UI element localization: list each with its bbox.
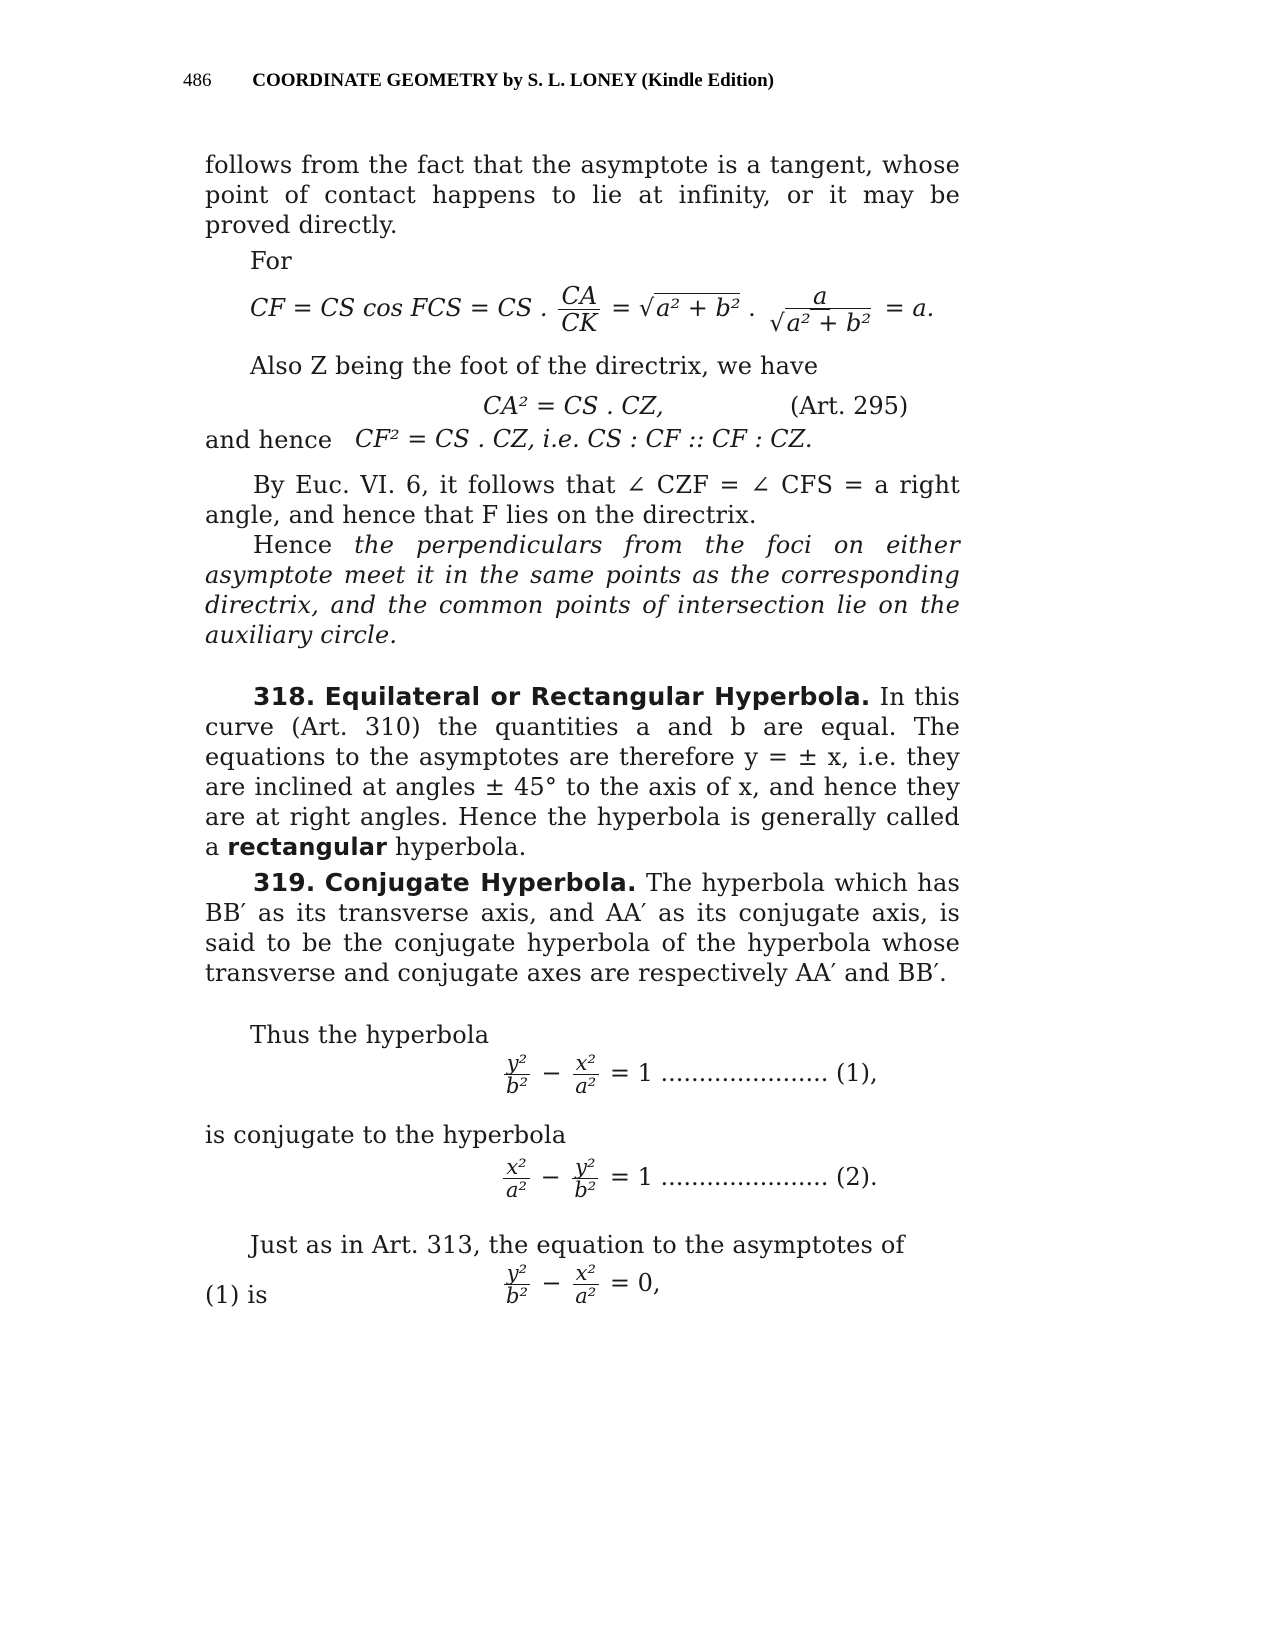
for-word: For [250, 247, 292, 275]
eq1-frac1-numerator: CA [558, 283, 600, 310]
just-as-art-313: Just as in Art. 313, the equation to the asymptotes of [250, 1231, 905, 1259]
section-318-title: Equilateral or Rectangular Hyperbola. [324, 682, 871, 711]
eq5-fraction-y2-b2: $\frac{\text{y²}}{\text{b²}}$ [503, 1262, 531, 1307]
eq1-lhs: CF = CS cos FCS = CS . [250, 294, 548, 322]
section-319-title: Conjugate Hyperbola. [324, 868, 637, 897]
and-hence-lead: and hence [205, 426, 333, 454]
eq4-fraction-y2-b2: $\frac{\text{y²}}{\text{b²}}$ [571, 1156, 599, 1201]
equation-cf-squared: CF² = CS . CZ, i.e. CS : CF :: CF : CZ. [355, 425, 813, 453]
eq4-rest: = 1 ...................... (2). [609, 1163, 878, 1191]
thus-the-hyperbola: Thus the hyperbola [250, 1021, 490, 1049]
equation-2: $\frac{\text{x²}}{\text{a²}}$ − $\frac{\text{y²}}{\text{b²}}$ = 1 ...................... (2). [500, 1156, 878, 1201]
rectangular-bold: rectangular [227, 833, 388, 861]
eq1-frac2-numerator: a [810, 283, 830, 310]
eq1-frac1-denominator: CK [561, 309, 598, 337]
section-318-text: In this curve (Art. 310) the quantities a and b are equal. The equations to the asymptotes are therefore y = ± x, i.e. they are inclined at angles ± 45° to the axis of x, and hence they are at right angles. Hence the hyperbola is generally called a [205, 683, 960, 861]
section-318-number: 318. [253, 682, 316, 711]
paragraph-euclid: By Euc. VI. 6, it follows that ∠ CZF = ∠ CFS = a right angle, and hence that F lies on the directrix. [205, 471, 960, 529]
equation-asymptotes: $\frac{\text{y²}}{\text{b²}}$ − $\frac{\text{x²}}{\text{a²}}$ = 0, [500, 1262, 661, 1307]
perpendiculars-theorem: the perpendiculars from the foci on either asymptote meet it in the same points as the corresponding directrix, and the common points of intersection lie on the auxiliary circle. [205, 531, 960, 649]
equation-ca-squared: CA² = CS . CZ, [483, 392, 664, 420]
section-318 [205, 682, 960, 862]
eq5-rest: = 0, [609, 1269, 661, 1297]
is-conjugate-to: is conjugate to the hyperbola [205, 1121, 567, 1149]
hence-lead: Hence [253, 531, 333, 559]
eq3-rest: = 1 ...................... (1), [609, 1059, 878, 1087]
book-title: COORDINATE GEOMETRY [252, 70, 499, 91]
eq1-dot: . [748, 294, 756, 322]
paragraph-also-z: Also Z being the foot of the directrix, we have [250, 352, 819, 380]
eq1-fraction-ca-ck [558, 283, 600, 336]
book-byline: by S. L. LONEY (Kindle Edition) [502, 70, 774, 91]
page-number: 486 [183, 70, 212, 91]
eq3-fraction-y2-b2: $\frac{\text{y²}}{\text{b²}}$ [503, 1052, 531, 1097]
eq1-equals-root: = √ [611, 294, 655, 322]
paragraph-asymptote-tangent: follows from the fact that the asymptote is a tangent, whose point of contact happens to lie at infinity, or it may be proved directly. [205, 151, 960, 239]
section-318-text-end: hyperbola. [395, 833, 527, 861]
equation-cf [250, 283, 934, 336]
eq4-fraction-x2-a2: $\frac{\text{x²}}{\text{a²}}$ [503, 1156, 530, 1201]
paragraph-perpendiculars [205, 530, 960, 650]
eq1-fraction-a-root [766, 283, 874, 336]
eq3-fraction-x2-a2: $\frac{\text{x²}}{\text{a²}}$ [572, 1052, 599, 1097]
section-319-number: 319. [253, 868, 316, 897]
art-295-reference: (Art. 295) [790, 392, 909, 420]
equation-1: $\frac{\text{y²}}{\text{b²}}$ − $\frac{\text{x²}}{\text{a²}}$ = 1 ...................... (1), [500, 1052, 878, 1097]
eq1-rhs: = a. [884, 294, 935, 322]
eq1-radicand: a² + b² [656, 294, 741, 322]
eq5-fraction-x2-a2: $\frac{\text{x²}}{\text{a²}}$ [572, 1262, 599, 1307]
section-319 [205, 868, 960, 988]
one-is: (1) is [205, 1281, 268, 1309]
eq1-frac2-denominator: √a² + b² [769, 309, 871, 337]
section-319-text: The hyperbola which has BB′ as its transverse axis, and AA′ as its conjugate axis, is said to be the conjugate hyperbola of the hyperbola whose transverse and conjugate axes are respectively AA′ and BB′. [205, 869, 960, 987]
page-header [183, 70, 774, 92]
